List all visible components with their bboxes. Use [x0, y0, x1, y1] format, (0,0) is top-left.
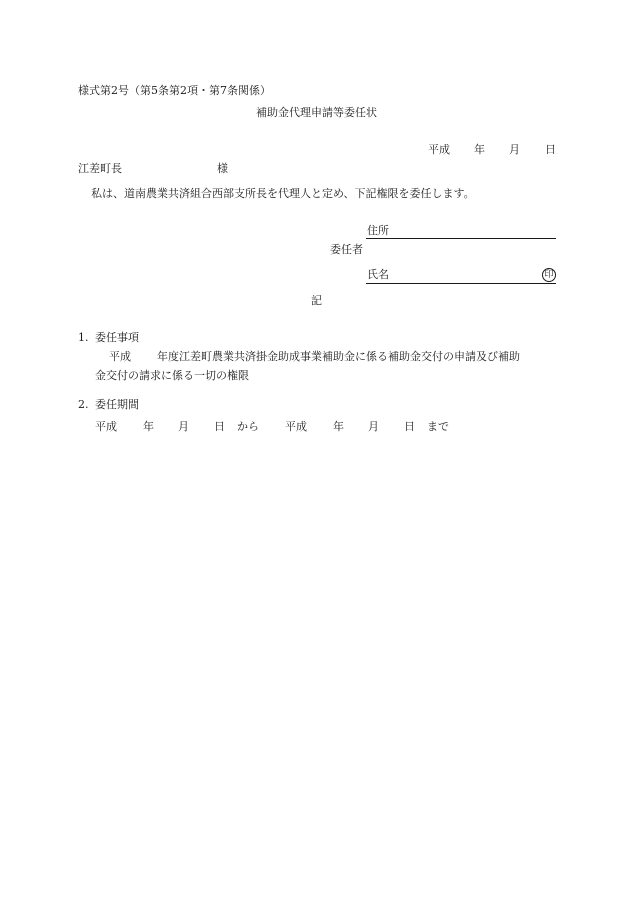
addressee-honorific: 様 [217, 162, 228, 175]
date-month: 月 [509, 143, 520, 156]
item-2-number: 2. [78, 398, 89, 411]
date-era: 平成 [428, 143, 450, 156]
period-from-month: 月 [178, 420, 189, 433]
period-from-year: 年 [143, 420, 154, 433]
date-year: 年 [474, 143, 485, 156]
document-title: 補助金代理申請等委任状 [256, 106, 377, 119]
item-1-number: 1. [78, 331, 89, 344]
date-day: 日 [545, 143, 556, 156]
form-number-label: 様式第2号（第5条第2項・第7条関係） [78, 84, 271, 97]
address-underline [366, 238, 556, 239]
name-label: 氏名 [367, 268, 389, 281]
seal-mark: 印 [542, 268, 556, 282]
item-1-line-1-text: 年度江差町農業共済掛金助成事業補助金に係る補助金交付の申請及び補助 [157, 350, 520, 363]
item-1-line-2-text: 金交付の請求に係る一切の権限 [95, 369, 249, 382]
addressee-name: 江差町長 [78, 162, 122, 175]
period-from-day: 日 [214, 420, 225, 433]
period-to-year: 年 [333, 420, 344, 433]
address-label: 住所 [367, 224, 389, 237]
body-text: 私は、道南農業共済組合西部支所長を代理人と定め、下記権限を委任します。 [91, 187, 475, 200]
item-1-line-1-era: 平成 [109, 350, 131, 363]
period-from-word: から [237, 420, 259, 433]
period-from-era: 平成 [95, 420, 117, 433]
delegator-role-label: 委任者 [330, 243, 363, 256]
period-to-month: 月 [368, 420, 379, 433]
ki-heading: 記 [311, 294, 322, 307]
period-to-word: まで [427, 420, 449, 433]
item-1-heading: 委任事項 [95, 331, 139, 344]
period-to-era: 平成 [285, 420, 307, 433]
item-2-heading: 委任期間 [95, 398, 139, 411]
period-to-day: 日 [404, 420, 415, 433]
name-underline [366, 283, 556, 284]
